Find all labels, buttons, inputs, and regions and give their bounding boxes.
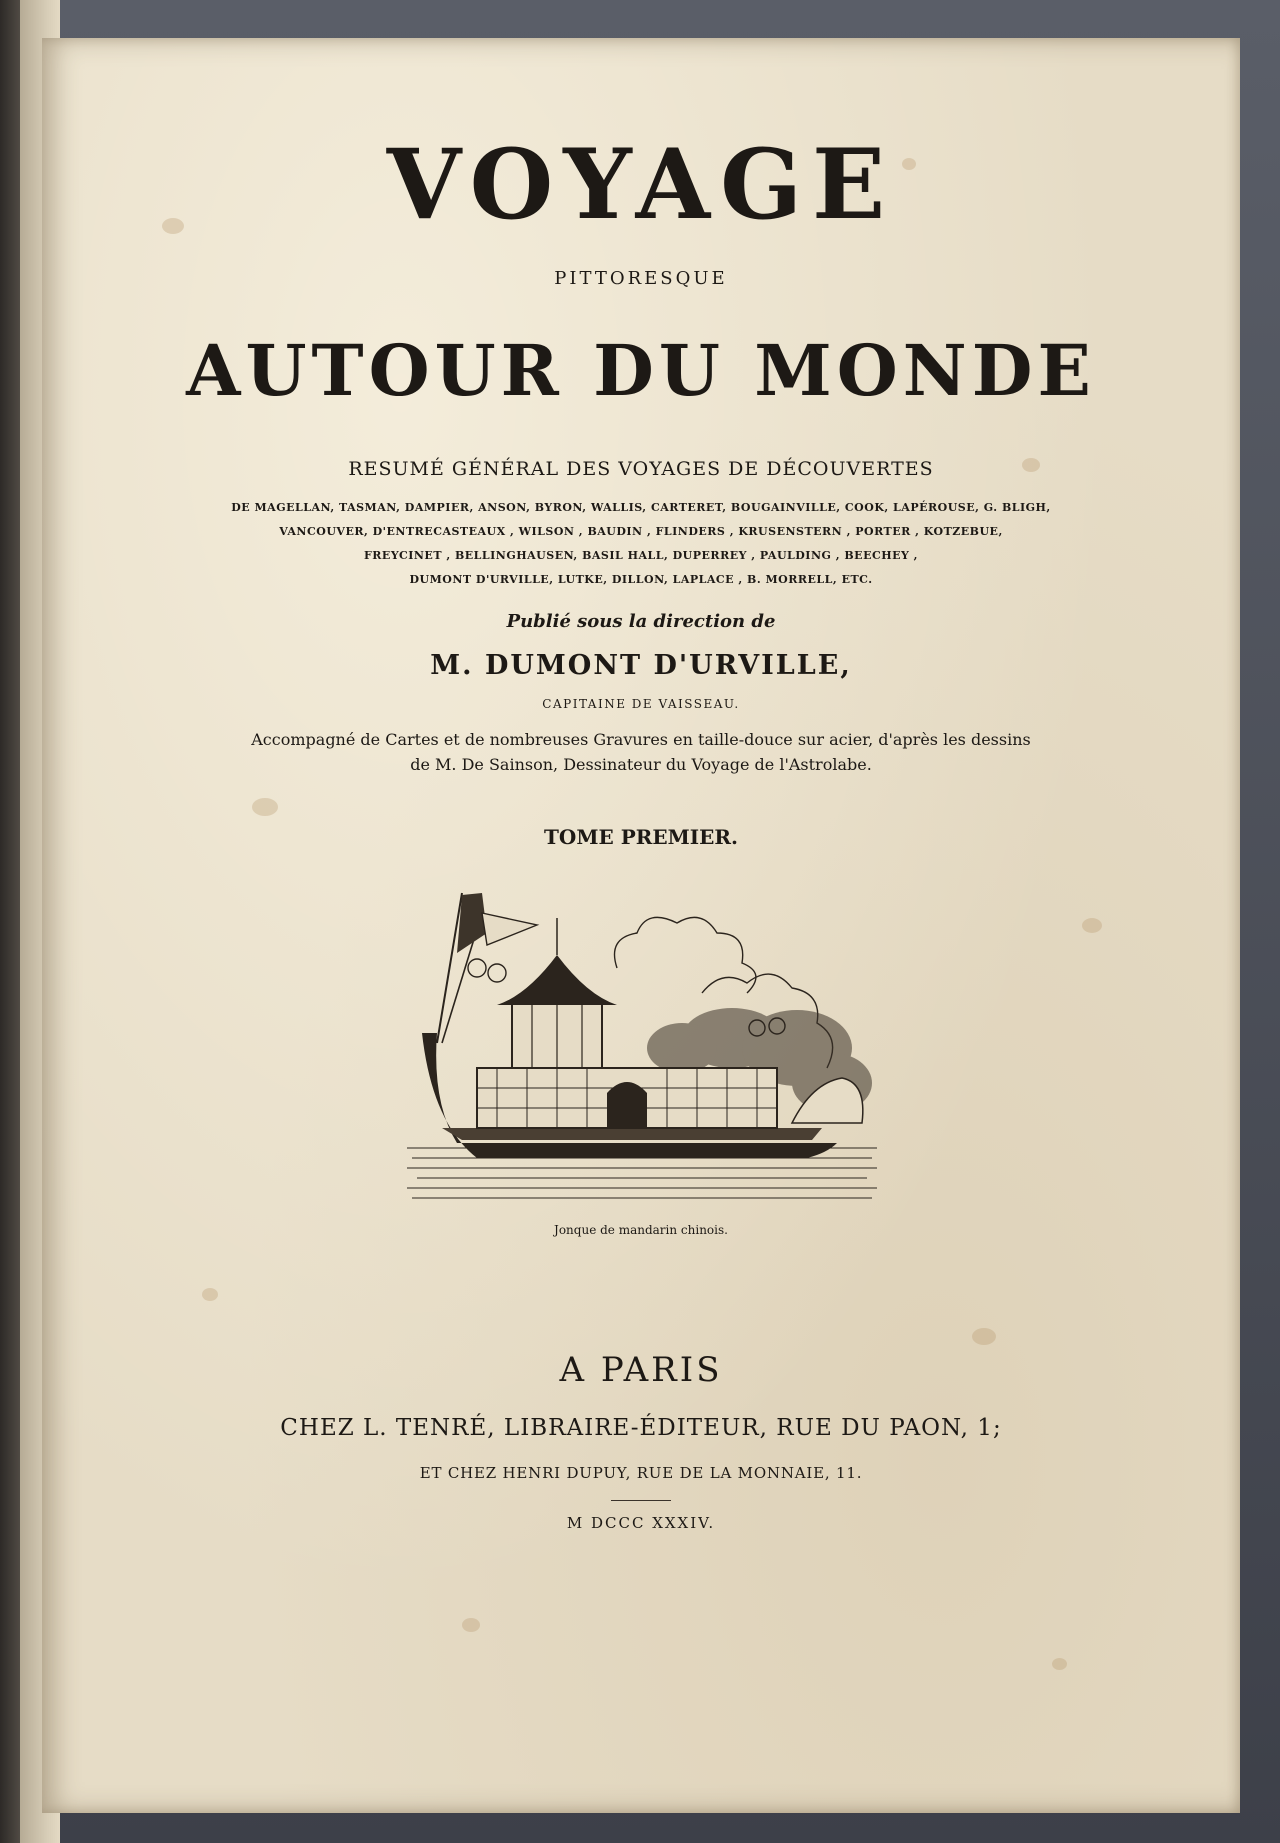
navigator-list-line: DUMONT D'URVILLE, LUTKE, DILLON, LAPLACE , B. MORRELL, ETC. [409,573,873,586]
imprint-city: A PARIS [559,1350,723,1390]
foxing-spot [252,798,278,816]
publisher-line: CHEZ L. TENRÉ, LIBRAIRE-ÉDITEUR, RUE DU PAON, 1; [280,1415,1002,1441]
navigator-list-line: DE MAGELLAN, TASMAN, DAMPIER, ANSON, BYRON, WALLIS, CARTERET, BOUGAINVILLE, COOK, LAPÉROUSE, G. BLIGH, [231,501,1051,514]
navigator-list-line: VANCOUVER, D'ENTRECASTEAUX , WILSON , BAUDIN , FLINDERS , KRUSENSTERN , PORTER , KOTZEBUE, [279,525,1003,538]
chinese-junk-engraving-icon [402,873,882,1213]
title-page [42,38,1240,1813]
foxing-spot [462,1618,480,1632]
editor-name: M. DUMONT D'URVILLE, [430,650,852,681]
tome-label: TOME PREMIER. [544,825,738,849]
foxing-spot [1052,1658,1067,1670]
subtitle: PITTORESQUE [554,268,728,289]
vignette-caption: Jonque de mandarin chinois. [554,1223,728,1237]
main-title: VOYAGE [386,128,896,241]
editor-role: CAPITAINE DE VAISSEAU. [542,697,740,711]
foxing-spot [1082,918,1102,933]
foxing-spot [202,1288,218,1301]
publication-date: M DCCC XXXIV. [566,1514,716,1532]
accompagne-line: de M. De Sainson, Dessinateur du Voyage de l'Astrolabe. [410,755,872,774]
accompagne-line: Accompagné de Cartes et de nombreuses Gravures en taille-douce sur acier, d'après les dessins [251,730,1031,749]
navigator-list-line: FREYCINET , BELLINGHAUSEN, BASIL HALL, DUPERREY , PAULDING , BEECHEY , [363,549,918,562]
main-title-2: AUTOUR DU MONDE [186,329,1096,412]
date-rule [611,1500,671,1501]
publisher-line: ET CHEZ HENRI DUPUY, RUE DE LA MONNAIE, 11. [419,1464,863,1482]
resume-heading: RESUMÉ GÉNÉRAL DES VOYAGES DE DÉCOUVERTES [348,458,934,480]
publie-line: Publié sous la direction de [506,611,776,632]
foxing-spot [972,1328,996,1345]
